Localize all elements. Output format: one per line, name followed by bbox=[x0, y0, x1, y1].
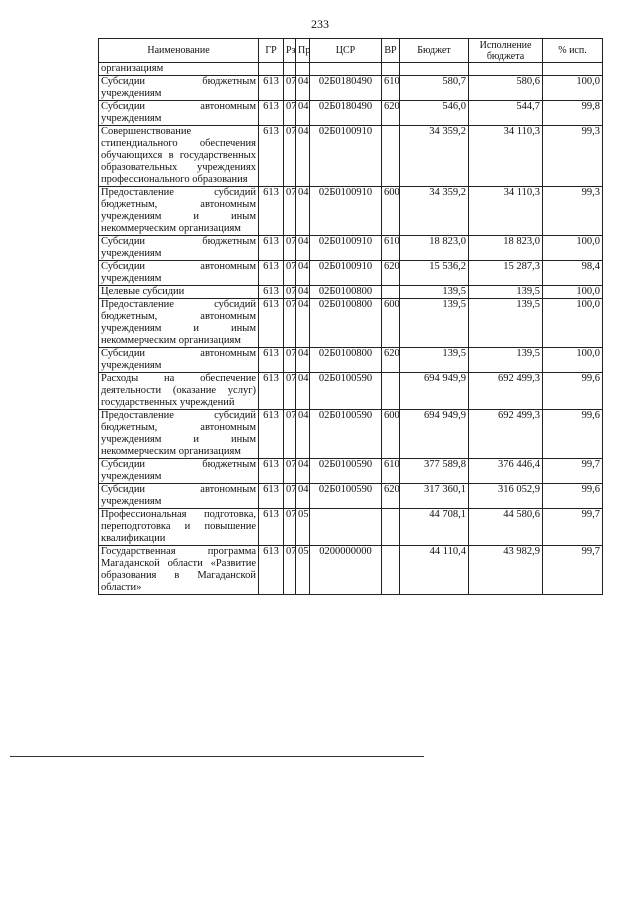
cell-name: Субсидии автономным учреждениям bbox=[99, 484, 259, 509]
cell-csr: 02Б0100590 bbox=[310, 373, 382, 410]
cell-vr bbox=[382, 286, 400, 299]
cell-rz: 07 bbox=[284, 299, 296, 348]
cell-csr: 0200000000 bbox=[310, 546, 382, 595]
cell-budget: 694 949,9 bbox=[400, 373, 469, 410]
column-header-rz: Рз bbox=[284, 39, 296, 63]
cell-gr: 613 bbox=[259, 126, 284, 187]
cell-gr: 613 bbox=[259, 484, 284, 509]
cell-name: Совершенствование стипендиального обеспечения обучающихся в государственных образовательных учреждениях профессионального образования bbox=[99, 126, 259, 187]
cell-percent: 99,8 bbox=[543, 101, 603, 126]
cell-gr: 613 bbox=[259, 236, 284, 261]
cell-execution: 544,7 bbox=[469, 101, 543, 126]
cell-budget: 139,5 bbox=[400, 299, 469, 348]
column-header-execution: Исполнение бюджета bbox=[469, 39, 543, 63]
cell-execution: 44 580,6 bbox=[469, 509, 543, 546]
table-row bbox=[99, 373, 603, 410]
cell-pr: 04 bbox=[296, 484, 310, 509]
cell-execution: 34 110,3 bbox=[469, 126, 543, 187]
cell-execution: 139,5 bbox=[469, 348, 543, 373]
table-body bbox=[99, 63, 603, 595]
cell-pr: 04 bbox=[296, 126, 310, 187]
cell-percent: 100,0 bbox=[543, 348, 603, 373]
cell-percent: 99,3 bbox=[543, 126, 603, 187]
cell-vr bbox=[382, 126, 400, 187]
cell-pr: 04 bbox=[296, 261, 310, 286]
cell-vr bbox=[382, 373, 400, 410]
cell-budget: 377 589,8 bbox=[400, 459, 469, 484]
cell-budget: 139,5 bbox=[400, 348, 469, 373]
cell-execution: 139,5 bbox=[469, 286, 543, 299]
cell-vr: 600 bbox=[382, 299, 400, 348]
cell-vr: 600 bbox=[382, 187, 400, 236]
cell-name: Субсидии бюджетным учреждениям bbox=[99, 76, 259, 101]
cell-csr: 02Б0100800 bbox=[310, 299, 382, 348]
cell-csr: 02Б0100800 bbox=[310, 286, 382, 299]
cell-percent: 100,0 bbox=[543, 299, 603, 348]
table-row bbox=[99, 459, 603, 484]
cell-execution: 15 287,3 bbox=[469, 261, 543, 286]
cell-percent: 99,6 bbox=[543, 410, 603, 459]
cell-csr: 02Б0100590 bbox=[310, 410, 382, 459]
cell-rz: 07 bbox=[284, 410, 296, 459]
cell-budget: 44 110,4 bbox=[400, 546, 469, 595]
table-row bbox=[99, 299, 603, 348]
cell-rz: 07 bbox=[284, 348, 296, 373]
cell-gr: 613 bbox=[259, 299, 284, 348]
table-row bbox=[99, 236, 603, 261]
cell-rz: 07 bbox=[284, 509, 296, 546]
cell-execution: 692 499,3 bbox=[469, 410, 543, 459]
table-row bbox=[99, 509, 603, 546]
cell-execution: 43 982,9 bbox=[469, 546, 543, 595]
cell-pr: 04 bbox=[296, 187, 310, 236]
cell-vr: 610 bbox=[382, 236, 400, 261]
cell-vr: 620 bbox=[382, 484, 400, 509]
cell-gr: 613 bbox=[259, 373, 284, 410]
table-row bbox=[99, 187, 603, 236]
cell-vr: 620 bbox=[382, 261, 400, 286]
cell-percent: 98,4 bbox=[543, 261, 603, 286]
table-row bbox=[99, 76, 603, 101]
table-row bbox=[99, 546, 603, 595]
column-header-pr: Пр bbox=[296, 39, 310, 63]
cell-percent: 100,0 bbox=[543, 76, 603, 101]
cell-gr: 613 bbox=[259, 410, 284, 459]
cell-pr bbox=[296, 63, 310, 76]
cell-rz: 07 bbox=[284, 126, 296, 187]
cell-budget: 44 708,1 bbox=[400, 509, 469, 546]
cell-percent: 99,3 bbox=[543, 187, 603, 236]
cell-percent: 99,6 bbox=[543, 373, 603, 410]
cell-budget: 18 823,0 bbox=[400, 236, 469, 261]
cell-name: Предоставление субсидий бюджетным, автономным учреждениям и иным некоммерческим организациям bbox=[99, 187, 259, 236]
cell-name: Государственная программа Магаданской области «Развитие образования в Магаданской области» bbox=[99, 546, 259, 595]
cell-execution: 139,5 bbox=[469, 299, 543, 348]
cell-vr: 610 bbox=[382, 459, 400, 484]
cell-pr: 04 bbox=[296, 459, 310, 484]
cell-percent bbox=[543, 63, 603, 76]
cell-budget bbox=[400, 63, 469, 76]
cell-rz: 07 bbox=[284, 484, 296, 509]
column-header-name: Наименование bbox=[99, 39, 259, 63]
cell-csr: 02Б0180490 bbox=[310, 76, 382, 101]
cell-percent: 99,6 bbox=[543, 484, 603, 509]
cell-csr: 02Б0100800 bbox=[310, 348, 382, 373]
column-header-csr: ЦСР bbox=[310, 39, 382, 63]
table-row bbox=[99, 261, 603, 286]
cell-csr: 02Б0100910 bbox=[310, 187, 382, 236]
table-row bbox=[99, 126, 603, 187]
cell-csr bbox=[310, 63, 382, 76]
cell-vr: 600 bbox=[382, 410, 400, 459]
cell-gr: 613 bbox=[259, 261, 284, 286]
cell-budget: 15 536,2 bbox=[400, 261, 469, 286]
budget-execution-table bbox=[98, 38, 603, 595]
cell-execution: 580,6 bbox=[469, 76, 543, 101]
cell-pr: 04 bbox=[296, 76, 310, 101]
column-header-percent: % исп. bbox=[543, 39, 603, 63]
cell-csr: 02Б0100910 bbox=[310, 236, 382, 261]
cell-gr: 613 bbox=[259, 546, 284, 595]
cell-vr bbox=[382, 546, 400, 595]
cell-execution: 34 110,3 bbox=[469, 187, 543, 236]
cell-name: Предоставление субсидий бюджетным, автономным учреждениям и иным некоммерческим организациям bbox=[99, 410, 259, 459]
cell-csr bbox=[310, 509, 382, 546]
cell-rz bbox=[284, 63, 296, 76]
cell-rz: 07 bbox=[284, 101, 296, 126]
cell-name: Профессиональная подготовка, переподготовка и повышение квалификации bbox=[99, 509, 259, 546]
cell-pr: 04 bbox=[296, 348, 310, 373]
cell-pr: 04 bbox=[296, 410, 310, 459]
footer-rule bbox=[10, 756, 424, 757]
cell-execution: 18 823,0 bbox=[469, 236, 543, 261]
cell-name: Субсидии бюджетным учреждениям bbox=[99, 459, 259, 484]
cell-vr bbox=[382, 509, 400, 546]
cell-name: Целевые субсидии bbox=[99, 286, 259, 299]
page-number: 233 bbox=[311, 17, 329, 31]
cell-execution: 316 052,9 bbox=[469, 484, 543, 509]
cell-csr: 02Б0100910 bbox=[310, 126, 382, 187]
cell-csr: 02Б0180490 bbox=[310, 101, 382, 126]
cell-execution bbox=[469, 63, 543, 76]
table-row bbox=[99, 348, 603, 373]
cell-rz: 07 bbox=[284, 261, 296, 286]
cell-gr: 613 bbox=[259, 76, 284, 101]
cell-rz: 07 bbox=[284, 286, 296, 299]
cell-rz: 07 bbox=[284, 236, 296, 261]
cell-gr: 613 bbox=[259, 187, 284, 236]
column-header-vr: ВР bbox=[382, 39, 400, 63]
cell-vr: 610 bbox=[382, 76, 400, 101]
cell-percent: 99,7 bbox=[543, 546, 603, 595]
table-row bbox=[99, 286, 603, 299]
cell-pr: 04 bbox=[296, 101, 310, 126]
cell-budget: 580,7 bbox=[400, 76, 469, 101]
cell-percent: 100,0 bbox=[543, 286, 603, 299]
cell-budget: 34 359,2 bbox=[400, 126, 469, 187]
cell-budget: 694 949,9 bbox=[400, 410, 469, 459]
cell-gr: 613 bbox=[259, 286, 284, 299]
cell-gr bbox=[259, 63, 284, 76]
cell-percent: 100,0 bbox=[543, 236, 603, 261]
cell-percent: 99,7 bbox=[543, 509, 603, 546]
cell-pr: 04 bbox=[296, 373, 310, 410]
cell-name: Расходы на обеспечение деятельности (оказание услуг) государственных учреждений bbox=[99, 373, 259, 410]
column-header-gr: ГР bbox=[259, 39, 284, 63]
cell-name: Субсидии автономным учреждениям bbox=[99, 101, 259, 126]
cell-name: Субсидии бюджетным учреждениям bbox=[99, 236, 259, 261]
cell-pr: 05 bbox=[296, 509, 310, 546]
cell-rz: 07 bbox=[284, 76, 296, 101]
cell-gr: 613 bbox=[259, 459, 284, 484]
cell-rz: 07 bbox=[284, 546, 296, 595]
cell-gr: 613 bbox=[259, 509, 284, 546]
cell-vr: 620 bbox=[382, 101, 400, 126]
cell-vr: 620 bbox=[382, 348, 400, 373]
cell-vr bbox=[382, 63, 400, 76]
cell-csr: 02Б0100910 bbox=[310, 261, 382, 286]
cell-rz: 07 bbox=[284, 459, 296, 484]
cell-name: организациям bbox=[99, 63, 259, 76]
cell-pr: 04 bbox=[296, 286, 310, 299]
cell-percent: 99,7 bbox=[543, 459, 603, 484]
cell-budget: 546,0 bbox=[400, 101, 469, 126]
cell-rz: 07 bbox=[284, 373, 296, 410]
cell-execution: 376 446,4 bbox=[469, 459, 543, 484]
column-header-budget: Бюджет bbox=[400, 39, 469, 63]
cell-csr: 02Б0100590 bbox=[310, 484, 382, 509]
table-row bbox=[99, 484, 603, 509]
table-row bbox=[99, 101, 603, 126]
cell-gr: 613 bbox=[259, 101, 284, 126]
cell-csr: 02Б0100590 bbox=[310, 459, 382, 484]
cell-pr: 05 bbox=[296, 546, 310, 595]
table-row bbox=[99, 63, 603, 76]
cell-gr: 613 bbox=[259, 348, 284, 373]
cell-budget: 139,5 bbox=[400, 286, 469, 299]
cell-budget: 317 360,1 bbox=[400, 484, 469, 509]
table-row bbox=[99, 410, 603, 459]
cell-execution: 692 499,3 bbox=[469, 373, 543, 410]
cell-pr: 04 bbox=[296, 236, 310, 261]
cell-budget: 34 359,2 bbox=[400, 187, 469, 236]
cell-rz: 07 bbox=[284, 187, 296, 236]
cell-name: Предоставление субсидий бюджетным, автономным учреждениям и иным некоммерческим организациям bbox=[99, 299, 259, 348]
cell-name: Субсидии автономным учреждениям bbox=[99, 348, 259, 373]
table-header-row bbox=[99, 39, 603, 63]
cell-pr: 04 bbox=[296, 299, 310, 348]
cell-name: Субсидии автономным учреждениям bbox=[99, 261, 259, 286]
table-header bbox=[99, 39, 603, 63]
